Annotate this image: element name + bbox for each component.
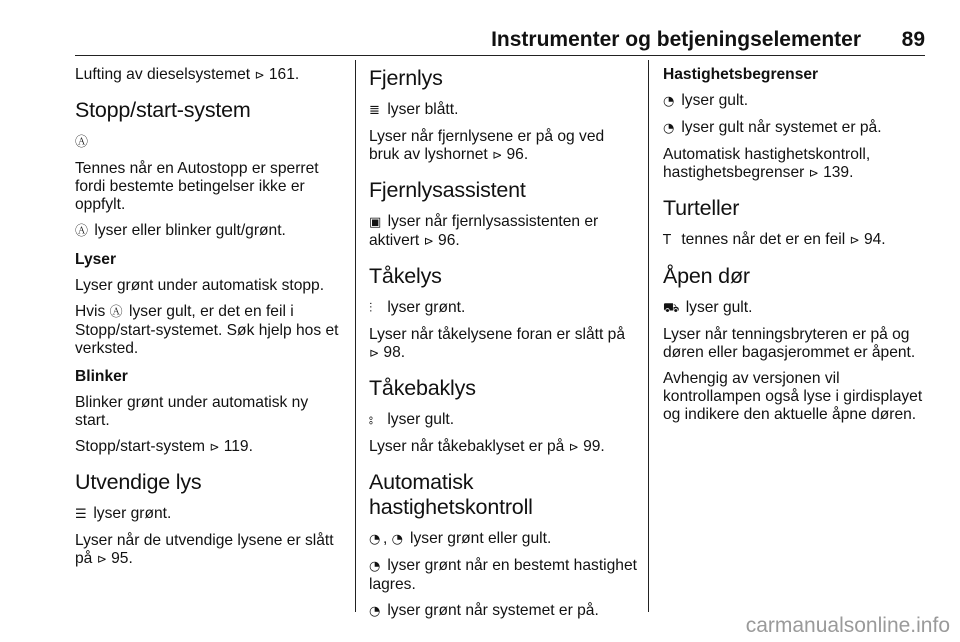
column-3	[663, 62, 933, 432]
paragraph: ☰ lyser grønt.	[75, 505, 172, 522]
speed-limiter-icon: ◔	[369, 604, 381, 619]
subheading-hastighetsbegrenser: Hastighetsbegrenser	[663, 66, 819, 83]
paragraph: Lyser når de utvendige lysene er slått på ⊳ 95.	[75, 532, 334, 567]
page-ref-icon: ⊳	[254, 68, 265, 82]
page-ref-icon: ⊳	[492, 148, 503, 162]
section-heading-turteller: Turteller	[663, 196, 740, 220]
header-title: Instrumenter og betjeningselementer	[491, 28, 861, 51]
column-1	[75, 62, 343, 576]
section-heading-utvendige-lys: Utvendige lys	[75, 470, 202, 494]
page-ref[interactable]: 96.	[506, 146, 529, 163]
paragraph: ◔ lyser gult.	[663, 92, 749, 109]
autostop-icon: Ⓐ	[75, 135, 89, 150]
section-heading-takebaklys: Tåkebaklys	[369, 376, 476, 400]
subheading-blinker: Blinker	[75, 368, 128, 385]
paragraph: ≣ lyser blått.	[369, 101, 459, 118]
door-open-icon: ⛟	[663, 301, 680, 316]
paragraph: ⛟ lyser gult.	[663, 299, 753, 316]
page-ref[interactable]: 96.	[438, 232, 460, 249]
page-ref[interactable]: 139.	[823, 164, 854, 181]
cruise-control-icon: ◔	[369, 532, 381, 547]
paragraph: Ⓐ lyser eller blinker gult/grønt.	[75, 222, 286, 239]
paragraph: ⫶ lyser grønt.	[369, 299, 466, 316]
paragraph: ◔ lyser grønt når systemet er på.	[369, 602, 599, 619]
page-ref[interactable]: 98.	[383, 344, 406, 361]
speed-limiter-icon: ◔	[663, 121, 675, 136]
autostop-a-icon: Ⓐ	[109, 305, 123, 320]
front-fog-light-icon: ⫶	[369, 301, 373, 316]
paragraph: Avhengig av versjonen vil kontrollampen også lyse i girdisplayet og indikere den aktuelle åpne døren.	[663, 370, 923, 423]
subheading-lyser: Lyser	[75, 251, 117, 268]
page-ref-icon: ⊳	[369, 346, 380, 360]
rear-fog-light-icon: ⦂	[369, 413, 373, 428]
paragraph: Lyser når tåkebaklyset er på ⊳ 99.	[369, 438, 605, 455]
paragraph: ▣ lyser når fjernlysassistenten er aktivert ⊳ 96.	[369, 213, 599, 249]
paragraph: Tennes når en Autostopp er sperret fordi bestemte betingelser ikke er oppfylt.	[75, 160, 319, 213]
paragraph: Hvis Ⓐ lyser gult, er det en feil i Stopp/start-systemet. Søk hjelp hos et verksted.	[75, 303, 339, 357]
page-number: 89	[901, 28, 925, 51]
paragraph: Lyser når tenningsbryteren er på og døren eller bagasjerommet er åpent.	[663, 326, 916, 361]
paragraph: ◔ , ◔ lyser grønt eller gult.	[369, 530, 552, 547]
high-beam-icon: ≣	[369, 103, 380, 118]
paragraph: Stopp/start-system ⊳ 119.	[75, 438, 253, 455]
intro-text: Lufting av dieselsystemet ⊳ 161.	[75, 66, 300, 83]
section-heading-apen-dor: Åpen dør	[663, 264, 750, 288]
paragraph: ⦂ lyser gult.	[369, 411, 455, 428]
column-divider	[648, 60, 649, 612]
paragraph: T tennes når det er en feil ⊳ 94.	[663, 231, 886, 248]
watermark: carmanualsonline.info	[745, 614, 950, 637]
page-ref-icon: ⊳	[209, 440, 220, 454]
paragraph: Automatisk hastighetskontroll, hastighetsbegrenser ⊳ 139.	[663, 146, 871, 181]
paragraph: Lyser grønt under automatisk stopp.	[75, 277, 325, 294]
paragraph: Lyser når fjernlysene er på og ved bruk av lyshornet ⊳ 96.	[369, 128, 605, 163]
page-ref-icon: ⊳	[96, 552, 107, 566]
speed-limiter-icon: ◔	[391, 532, 404, 547]
column-divider	[355, 60, 356, 612]
paragraph: ◔ lyser gult når systemet er på.	[663, 119, 882, 136]
section-heading-takelys: Tåkelys	[369, 264, 442, 288]
page-ref[interactable]: 161.	[268, 66, 300, 83]
section-heading-stopp-start: Stopp/start-system	[75, 98, 251, 122]
column-2	[369, 62, 637, 629]
page-ref[interactable]: 99.	[583, 438, 605, 455]
page-ref[interactable]: 94.	[863, 231, 886, 248]
section-heading-automatisk-hastighetskontroll: Automatisk hastighetskontroll	[369, 470, 533, 519]
autostop-a-icon: Ⓐ	[75, 224, 89, 239]
page-ref-icon: ⊳	[568, 440, 579, 454]
page-ref-icon: ⊳	[808, 166, 819, 180]
section-heading-fjernlys: Fjernlys	[369, 66, 443, 90]
page-ref-icon: ⊳	[849, 233, 860, 247]
paragraph: Blinker grønt under automatisk ny start.	[75, 394, 309, 429]
speed-limiter-icon: ◔	[663, 94, 675, 109]
page-ref-icon: ⊳	[423, 234, 434, 248]
page-ref[interactable]: 95.	[111, 550, 133, 567]
paragraph: Lyser når tåkelysene foran er slått på ⊳ 98.	[369, 326, 625, 361]
page-header	[75, 0, 925, 56]
tachometer-icon: T	[663, 233, 671, 248]
page-ref[interactable]: 119.	[223, 438, 253, 455]
high-beam-assist-icon: ▣	[369, 215, 382, 230]
section-heading-fjernlysassistent: Fjernlysassistent	[369, 178, 526, 202]
exterior-lights-icon: ☰	[75, 507, 87, 522]
paragraph: ◔ lyser grønt når en bestemt hastighet lagres.	[369, 557, 637, 593]
cruise-control-icon: ◔	[369, 559, 381, 574]
